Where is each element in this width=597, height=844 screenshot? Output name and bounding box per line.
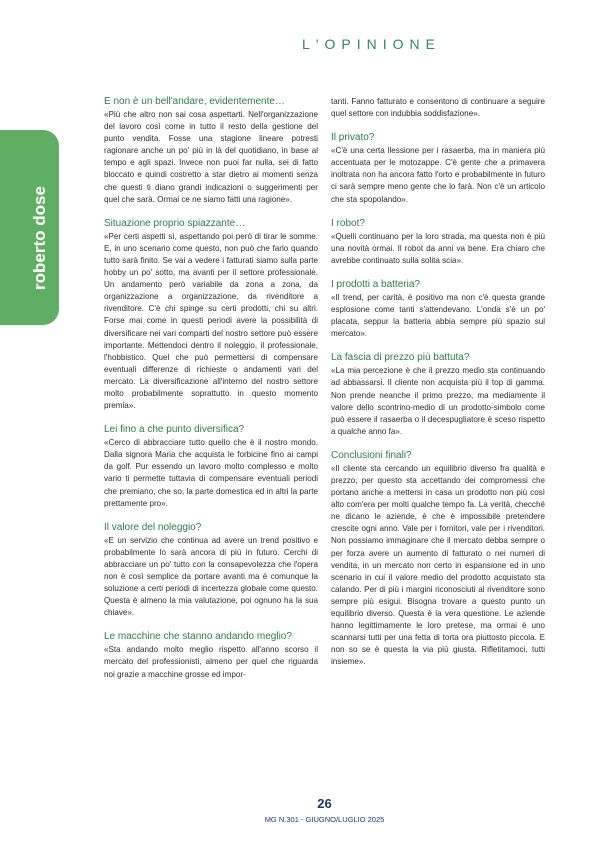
issue-info: MG N.301 - GIUGNO/LUGLIO 2025 [264,815,385,824]
answer-paragraph: «Il cliente sta cercando un equilibrio diverso fra qualità e prezzo, per questo sta accettando dei compromessi che portano anche a mettersi in casa un prodotto non più così alto com'era per molti qualche tempo fa. La verità, checché ne dicano le aziende, è che è impossibile pretendere crescite ogni anno. Vale per i fornitori, vale per i rivenditori. Non possiamo immaginare che il mercato debba sempre o per forza avere un aumento di fatturato o nei numeri di vendita, in un mercato non certo in espansione ed in uno scenario in cui il valore medio del prodotto acquistato sta calando. Per di più i margini riconosciuti al rivenditore sono sempre più esigui. Bisogna trovare a questo punto un equilibrio diverso. Questa è la vera questione. Le aziende hanno legittimamente le loro pretese, ma ormai è uno scannarsi tutti per una fetta di torta ora piuttosto piccola. E non so se è questa la via più giusta. Rifletitamoci, tutti insieme». [331,463,545,667]
answer-paragraph: «E un servizio che continua ad avere un trend positivo e probabilmente lo sarà ancora di più in futuro. Cerchi di abbracciare un po' tutto con la consapevolezza che l'opera non è così semplice da portare avanti ma è comunque la soluzione a certi periodi di incertezza globale come questo. Questa è almeno la mia valutazione, poi ognuno ha la sua chiave». [104,535,318,618]
question-heading: Le macchine che stanno andando meglio? [104,631,292,643]
question-heading: I robot? [331,217,365,229]
answer-paragraph: «Il trend, per carità, è positivo ma non c'è questa grande esplosione come tanti s'attendevano. L'onda s'è un po' placata, seppur la batteria abbia sempre più spazio sul mercato». [331,292,545,339]
question-heading: Conclusioni finali? [331,449,412,461]
answer-paragraph: «C'è una certa llessione per i rasaerba, ma in maniera più accentuata per le motozappe. C'è gente che a primavera inoltrata non ha ancora fatto l'orto e probabilmente in futuro ci sarà sempre meno gente che lo farà. Non c'è un articolo che sta spopolando». [331,146,545,204]
question-heading: Situazione proprio spiazzante… [104,217,246,229]
answer-paragraph: «Per certi aspetti sì, aspettando poi però di tirar le somme. E, in uno scenario come questo, non può che farlo quando tutto sarà finito. Se vai a vedere i fatturati siamo sulla parte hobby un po' sotto, ma avanti per il settore professionale. Un andamento però variabile da zona a zona, da organizzazione a organizzazione, da rivenditore a rivenditore. C'è chi spinge su certi prodotti, chi su altri. Forse mai come in questi periodi avere la possibilità di diversificare nei vari comparti del nostro settore può essere importante. Mettendoci dentro il noleggio, il professionale, l'hobbistico. Quel che può permettersi di compensare eventuali differenze di richieste o andamenti vari del mercato. La diversificazione all'interno del nostro settore molto probabilmente soprattutto in questo momento premia». [104,231,318,411]
answer-paragraph: «Quelli continuano per la loro strada, ma questa non è più una novità ormai. Il robot da anni va bene. Era chiaro che avrebbe continuato sulla solita scia». [331,231,545,265]
right-column [331,96,545,680]
page-number: 26 [317,796,332,811]
question-heading: Il privato? [331,132,375,144]
section-header [0,36,597,52]
answer-paragraph: «Cerco di abbracciare tutto quello che è il nostro mondo. Dalla signora Maria che acquista le forbicine fino ai campi da golf. Pur essendo un lavoro molto complesso e molto vario ti permette tuttavia di compensare eventuali periodi che premiano, che so, la parte domestica ed in altri la parte prettamente pro». [104,438,318,508]
answer-paragraph: «Più che altro non sai cosa aspettarti. Nell'organizzazione del lavoro così come in tutto il resto della gestione del punto vendita. Fosse una stagione lineare potresti ragionare anche un po' più in là del quotidiano, in base al tempo e agli spazi. Invece non puoi far nulla, sei di fatto bloccato e quindi costretto a star dietro ai momenti senza che questi ti diano grandi indicazioni o suggerimenti per quel che sarà. Ormai ce ne siamo fatti una ragione». [104,110,318,204]
question-heading: E non è un bell'andare, evidentemente… [104,96,285,107]
author-name: roberto dose [30,186,49,290]
answer-paragraph: «La mia percezione è che il prezzo medio sta continuando ad abbassarsi. Il cliente non acquista più il top di gamma. Non prende neanche il primo prezzo, ma mediamente il valore dello scontrino-medio di un prodotto-simbolo come può essere il rasaerba o il decespugliatore è sceso rispetto a qualche anno fa». [331,366,545,436]
answer-paragraph: tanti. Fanno fatturato e consentono di continuare a seguire quel settore con indubbia soddisfazione». [331,97,545,119]
question-heading: La fascia di prezzo più battuta? [331,352,470,364]
question-heading: Lei fino a che punto diversifica? [104,424,245,436]
question-heading: Il valore del noleggio? [104,521,202,533]
left-column [104,96,318,693]
answer-paragraph: «Sta andando molto meglio rispetto all'anno scorso il mercato del professionisti, almeno per quel che riguarda noi grazie a macchine grosse ed impor- [104,645,318,679]
question-heading: I prodotti a batteria? [331,278,420,290]
section-title: L'OPINIONE [302,36,441,52]
